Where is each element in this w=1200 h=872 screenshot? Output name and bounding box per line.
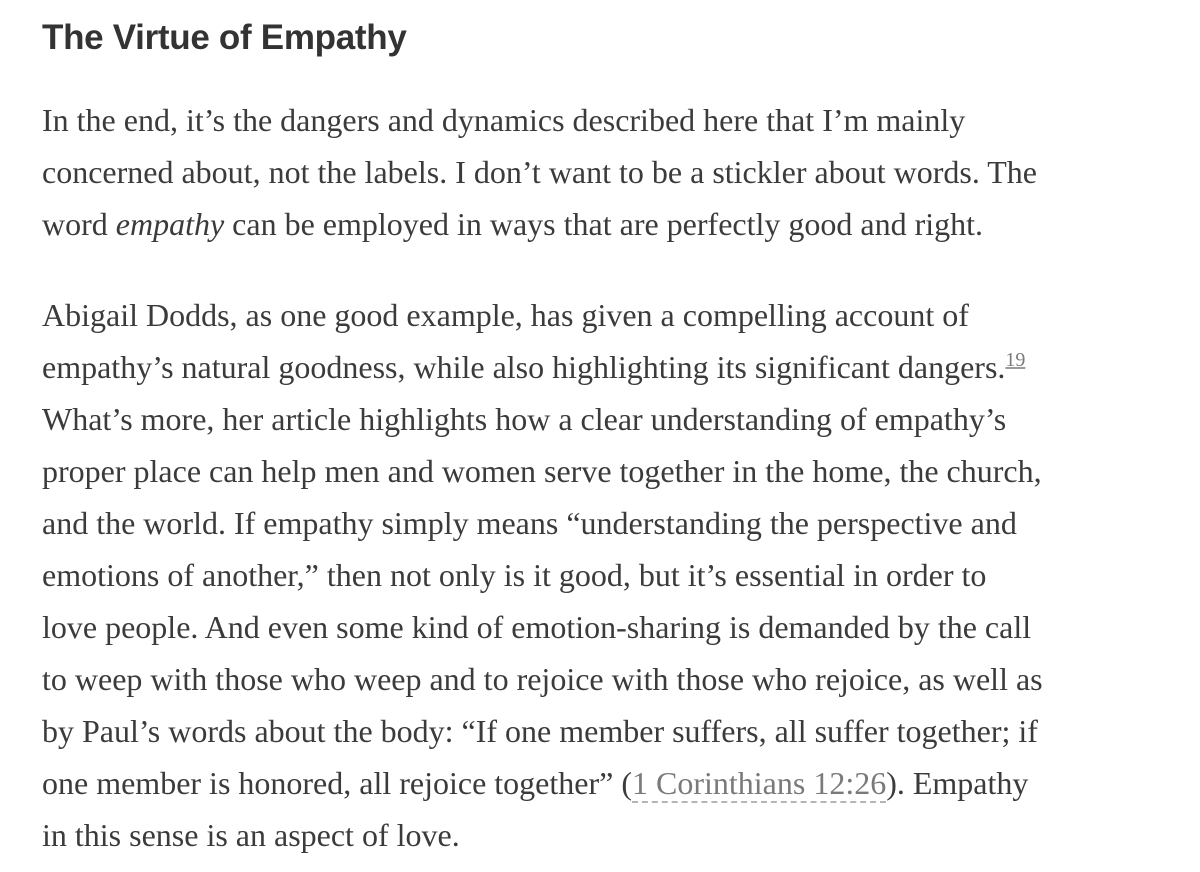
paragraph-line: proper place can help men and women serve together in the home, the church, [42, 453, 1042, 489]
paragraph-line: In the end, it’s the dangers and dynamics described here that I’m mainly [42, 102, 966, 138]
footnote-link[interactable]: 19 [1005, 349, 1026, 371]
paragraph-line: emotions of another,” then not only is it good, but it’s essential in order to [42, 557, 987, 593]
paragraph-line: and the world. If empathy simply means “understanding the perspective and [42, 505, 1017, 541]
paragraph-dodds [42, 289, 1043, 861]
paragraph-line: love people. And even some kind of emotion-sharing is demanded by the call [42, 609, 1032, 645]
paragraph-line [42, 198, 1037, 250]
paragraph-line: by Paul’s words about the body: “If one member suffers, all suffer together; if [42, 713, 1038, 749]
paragraph-line [42, 341, 1043, 393]
paragraph-line [42, 757, 1043, 809]
emphasized-word: empathy [115, 206, 225, 242]
text-run: one member is honored, all rejoice together” ( [42, 765, 632, 801]
text-run: ). Empathy [886, 765, 1029, 801]
paragraph-line: in this sense is an aspect of love. [42, 817, 460, 853]
text-run: word [42, 206, 116, 242]
scripture-reference-link[interactable]: 1 Corinthians 12:26 [631, 765, 887, 801]
text-run: can be employed in ways that are perfectly good and right. [224, 206, 984, 242]
section-heading: The Virtue of Empathy [42, 18, 407, 57]
paragraph-line: What’s more, her article highlights how a clear understanding of empathy’s [42, 401, 1007, 437]
text-run: empathy’s natural goodness, while also highlighting its significant dangers. [42, 349, 1006, 385]
paragraph-intro [42, 94, 1037, 250]
paragraph-line: concerned about, not the labels. I don’t want to be a stickler about words. The [42, 154, 1037, 190]
paragraph-line: Abigail Dodds, as one good example, has given a compelling account of [42, 297, 969, 333]
paragraph-line: to weep with those who weep and to rejoice with those who rejoice, as well as [42, 661, 1043, 697]
